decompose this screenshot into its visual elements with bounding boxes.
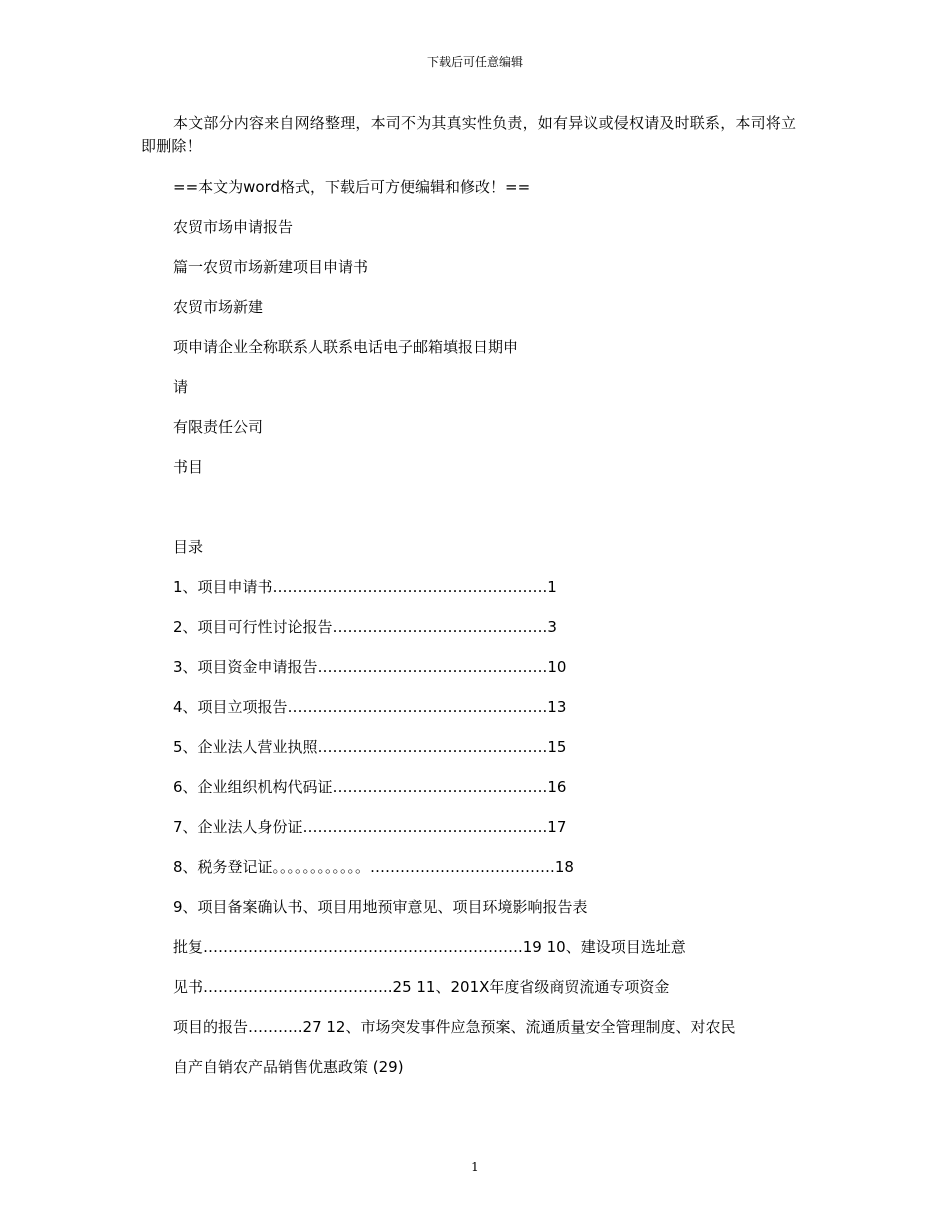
body-line: 项申请企业全称联系人联系电话电子邮箱填报日期申 [173, 338, 519, 356]
toc-entry: 4、项目立项报告…………………………………………….13 [173, 698, 567, 716]
body-line: 有限责任公司 [173, 418, 264, 436]
toc-entry: 2、项目可行性讨论报告…………………………………….3 [173, 618, 557, 636]
page-number: 1 [471, 1160, 479, 1174]
format-notice: ==本文为word格式，下载后可方便编辑和修改！== [173, 178, 531, 196]
body-line: 书目 [173, 458, 204, 476]
toc-entry: 项目的报告………..27 12、市场突发事件应急预案、流通质量安全管理制度、对农民 [173, 1018, 736, 1036]
toc-entry: 3、项目资金申请报告……………………………………….10 [173, 658, 567, 676]
toc-entry: 9、项目备案确认书、项目用地预审意见、项目环境影响报告表 [173, 898, 588, 916]
toc-entry: 5、企业法人营业执照……………………………………….15 [173, 738, 567, 756]
toc-heading: 目录 [173, 538, 204, 556]
toc-entry: 1、项目申请书……………………………………………….1 [173, 578, 557, 596]
document-title: 农贸市场申请报告 [173, 218, 294, 236]
document-body [173, 176, 833, 1096]
toc-entry: 8、税务登记证。。。。。。。。。。。。……………………………….18 [173, 858, 574, 876]
section-heading: 篇一农贸市场新建项目申请书 [173, 258, 369, 276]
toc-entry: 自产自销农产品销售优惠政策 (29) [173, 1058, 404, 1076]
body-line: 农贸市场新建 [173, 298, 264, 316]
disclaimer-paragraph: 本文部分内容来自网络整理，本司不为其真实性负责，如有异议或侵权请及时联系，本司将立即删除！ [141, 114, 797, 155]
toc-entry: 7、企业法人身份证………………………………………….17 [173, 818, 567, 836]
page-header: 下载后可任意编辑 [426, 55, 523, 69]
toc-entry: 批复……………………………………………………….19 10、建设项目选址意 [173, 938, 686, 956]
toc-entry: 6、企业组织机构代码证…………………………………….16 [173, 778, 567, 796]
body-line: 请 [173, 378, 189, 396]
toc-entry: 见书………………………………..25 11、201X年度省级商贸流通专项资金 [173, 978, 670, 996]
